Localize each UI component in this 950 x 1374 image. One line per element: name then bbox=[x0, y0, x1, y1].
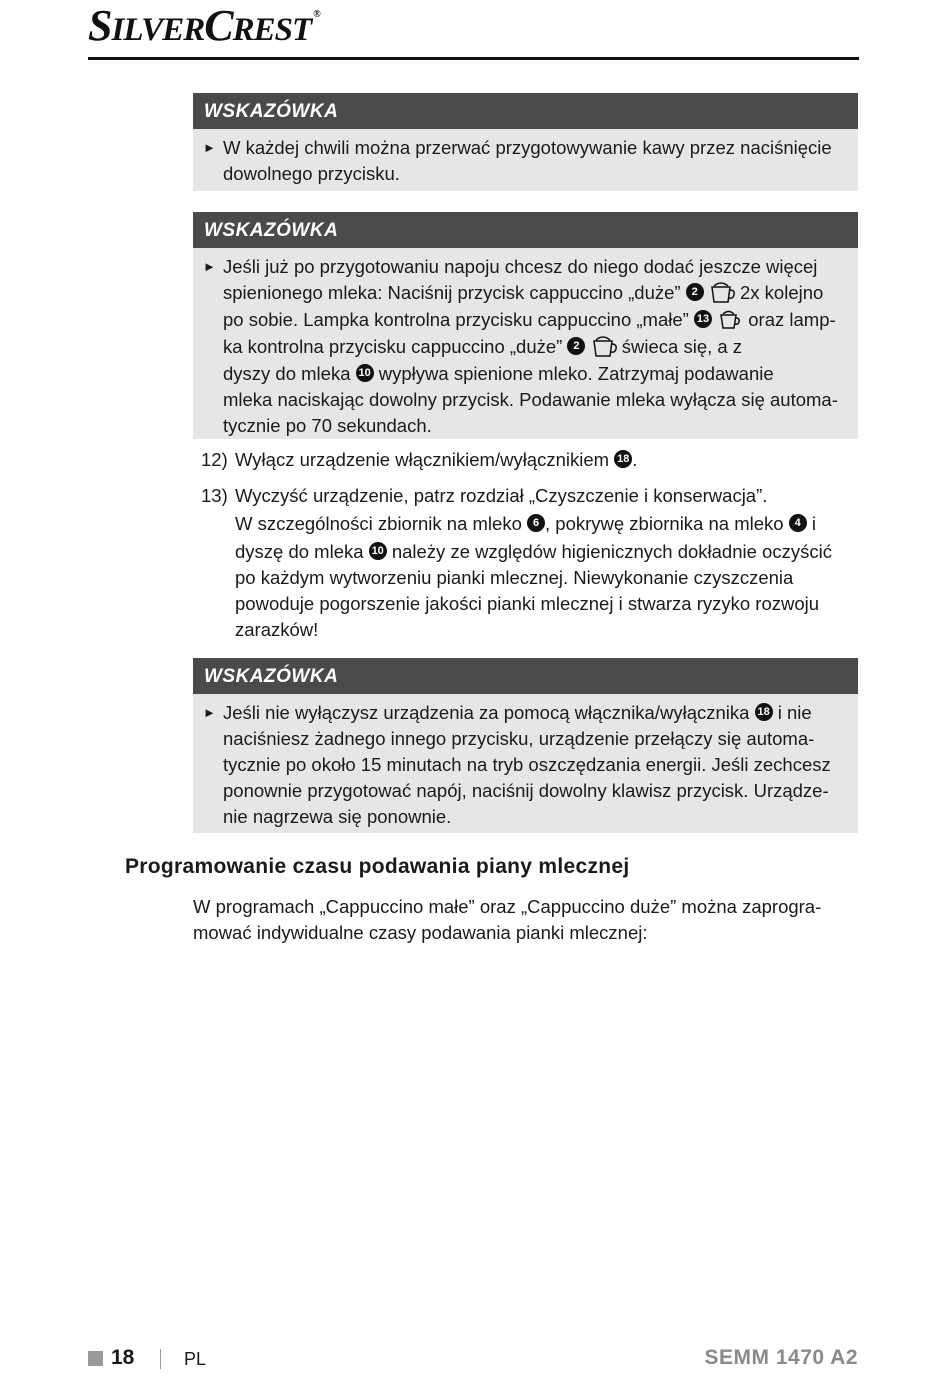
brand-logo: SILVERCREST ® bbox=[88, 1, 320, 50]
part-number-badge: 2 bbox=[567, 337, 585, 355]
note-line: po sobie. Lampka kontrolna przycisku cappuccino „małe” 13 oraz lamp- bbox=[223, 307, 848, 334]
note-line: mleka naciskając dowolny przycisk. Podawanie mleka wyłącza się automa- bbox=[223, 389, 838, 411]
step-number: 12) bbox=[201, 449, 228, 470]
note-line: nie nagrzewa się ponownie. bbox=[223, 806, 452, 827]
note-body bbox=[193, 248, 858, 445]
note-body bbox=[193, 694, 858, 836]
page-number: 18 bbox=[111, 1346, 135, 1369]
note-box-1 bbox=[193, 93, 858, 191]
step-line: W szczególności zbiornik na mleko 6 , pokrywę zbiornika na mleko 4 i bbox=[235, 513, 816, 534]
step-12: 12) Wyłącz urządzenie włącznikiem/wyłącznikiem 18 . bbox=[201, 447, 637, 473]
bullet-arrow-icon: ► bbox=[203, 259, 216, 274]
model-number: SEMM 1470 A2 bbox=[704, 1346, 858, 1369]
note-line: ka kontrolna przycisku cappuccino „duże” 2 świeca się, a z bbox=[223, 334, 848, 361]
note-body bbox=[193, 129, 858, 193]
note-box-3 bbox=[193, 658, 858, 833]
language-code: PL bbox=[184, 1349, 207, 1369]
note-heading: WSKAZÓWKA bbox=[193, 212, 858, 248]
note-box-2 bbox=[193, 212, 858, 439]
bullet-arrow-icon: ► bbox=[203, 140, 216, 155]
footer-square-marker bbox=[88, 1351, 103, 1366]
step-number: 13) bbox=[201, 485, 228, 506]
part-number-badge: 13 bbox=[694, 310, 712, 328]
bullet-arrow-icon: ► bbox=[203, 705, 216, 720]
part-number-badge: 10 bbox=[369, 542, 387, 560]
part-number-badge: 6 bbox=[527, 514, 545, 532]
note-text: W każdej chwili można przerwać przygotowywanie kawy przez naciśnięcie dowolnego przycisku. bbox=[223, 137, 832, 184]
note-heading: WSKAZÓWKA bbox=[193, 658, 858, 694]
note-heading: WSKAZÓWKA bbox=[193, 93, 858, 129]
part-number-badge: 4 bbox=[789, 514, 807, 532]
step-line: Wyczyść urządzenie, patrz rozdział „Czyszczenie i konserwacja”. bbox=[235, 485, 768, 506]
cup-icon bbox=[717, 305, 743, 331]
step-line: dyszę do mleka 10 należy ze względów higienicznych dokładnie oczyścić bbox=[235, 541, 832, 562]
step-line: po każdym wytworzeniu pianki mlecznej. Niewykonanie czyszczenia bbox=[235, 567, 794, 588]
step-line: zarazków! bbox=[235, 619, 319, 640]
part-number-badge: 18 bbox=[614, 450, 632, 468]
note-line: ponownie przygotować napój, naciśnij dowolny klawisz przycisk. Urządze- bbox=[223, 780, 829, 801]
section-intro: W programach „Cappuccino małe” oraz „Cappuccino duże” można zaprogra- mować indywidualne czasy podawania pianki mlecznej: bbox=[193, 896, 822, 943]
section-title: Programowanie czasu podawania piany mlecznej bbox=[125, 855, 630, 878]
note-line: tycznie po 70 sekundach. bbox=[223, 415, 432, 437]
note-line: tycznie po około 15 minutach na tryb oszczędzania energii. Jeśli zechcesz bbox=[223, 754, 831, 775]
header-rule bbox=[88, 57, 859, 60]
part-number-badge: 2 bbox=[686, 283, 704, 301]
note-line: spienionego mleka: Naciśnij przycisk cappuccino „duże” 2 2x kolejno bbox=[223, 280, 848, 307]
part-number-badge: 18 bbox=[755, 703, 773, 721]
note-line: dyszy do mleka 10 wypływa spienione mleko. Zatrzymaj podawanie bbox=[223, 363, 774, 385]
cup-icon bbox=[591, 332, 617, 358]
note-line: naciśniesz żadnego innego przycisku, urządzenie przełączy się automa- bbox=[223, 728, 815, 749]
part-number-badge: 10 bbox=[356, 364, 374, 382]
footer-divider bbox=[160, 1349, 161, 1369]
note-line: Jeśli już po przygotowaniu napoju chcesz do niego dodać jeszcze więcej bbox=[223, 256, 818, 277]
cup-icon bbox=[709, 278, 735, 304]
step-13 bbox=[201, 483, 857, 643]
note-line: Jeśli nie wyłączysz urządzenia za pomocą włącznika/wyłącznika 18 i nie bbox=[223, 702, 812, 723]
step-line: powoduje pogorszenie jakości pianki mlecznej i stwarza ryzyko rozwoju bbox=[235, 593, 820, 614]
